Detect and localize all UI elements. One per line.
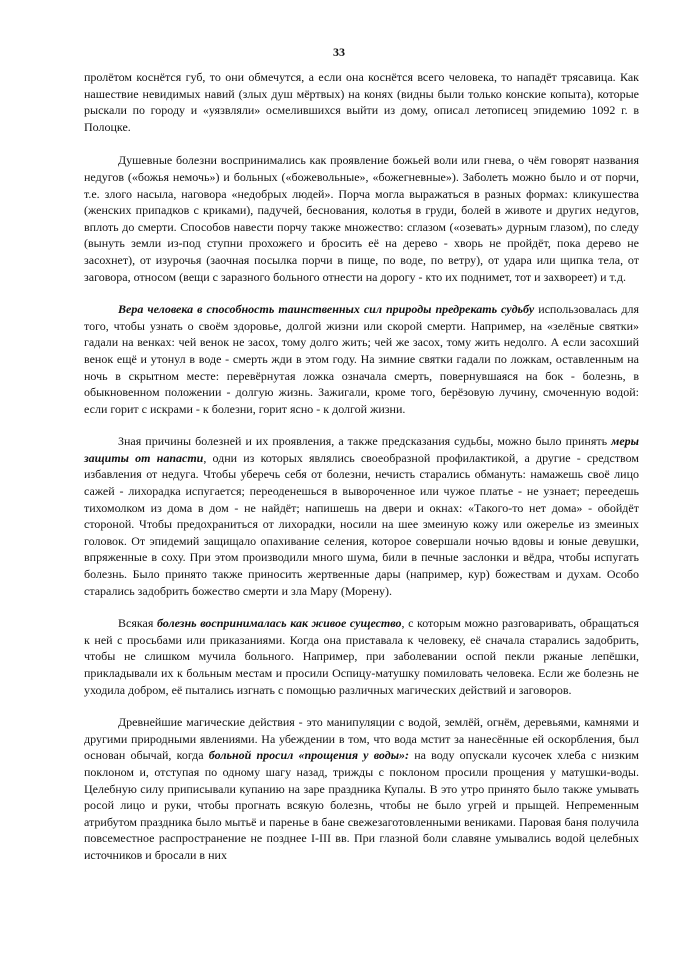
body-text xyxy=(84,69,639,880)
paragraph xyxy=(84,615,639,698)
paragraph xyxy=(84,433,639,599)
paragraph xyxy=(84,714,639,863)
paragraph xyxy=(84,152,639,285)
paragraph-text: Зная причины болезней и их проявления, а также предсказания судьбы, можно было принять xyxy=(118,434,612,449)
paragraph-text: пролётом коснётся губ, то они обмечутся, а если она коснётся всего человека, то нападёт трясавица. Как нашествие невидимых навий (злых душ мёртвых) на конях (видны были только конские копыта), которые рыскали по городу и «уязвляли» осмелившихся выйти из дому, описал летописец эпидемию 1092 г. в Полоцке. xyxy=(84,70,639,134)
paragraph xyxy=(84,69,639,135)
paragraph-text: , с которым можно разговаривать, обращаться к ней с просьбами или приказаниями. Когда она приставала к человеку, её сначала старались задобрить, чтобы не слишком мучила больного. Например, при заболевании оспой пекли ржаные лепёшки, прикладывали их к больным местам и просили Оспицу-матушку помиловать человека. Если же болезнь не уходила добром, её пытались изгнать с помощью различных магических действий и заговоров. xyxy=(84,616,640,697)
emphasis-text: меры защиты от напасти xyxy=(84,434,639,465)
paragraph-text: на воду опускали кусочек хлеба с низким поклоном и, отступая по одному шагу назад, трижды с поклоном просили прощения у матушки-воды. Целебную силу приписывали купанию на заре праздника Купалы. В это утро принято было также умывать росой лицо и руки, чтобы прогнать всякую болезнь, чтобы не было угрей и прыщей. Непременным атрибутом праздника было мытьё и паренье в бане свежезаготовленными вениками. Паровая баня получила повсеместное распространение не позднее I-III вв. При глазной боли славяне умывались водой целебных источников и бросали в них xyxy=(84,748,639,862)
emphasis-text: больной просил «прощения у воды»: xyxy=(208,748,410,763)
paragraph-text: Всякая xyxy=(118,616,157,631)
emphasis-text: болезнь воспринималась как живое существо xyxy=(156,616,402,631)
paragraph xyxy=(84,301,639,417)
page-number: 33 xyxy=(333,45,345,59)
paragraph-text: Душевные болезни воспринимались как проявление божьей воли или гнева, о чём говорят названия недугов («божья немочь») и больных («божевольные», «божегневные»). Заболеть можно было и от порчи, т.е. злого насыла, наговора «недобрых людей». Порча могла выражаться в разных формах: кликушества (женских припадков с криками), падучей, беснования, колотья в груди, болей в животе и других недугов, вплоть до смерти. Способов навести порчу также множество: сглазом («озевать» дурным глазом), по следу (вынуть земли из-под ступни прохожего и бросить её на дерево - хворь не пройдёт, пока дерево не засохнет), от изурочья (заочная посылка порчи в пище, по воде, по ветру), от удара или щипка тела, от заговора, относом (вещи с заразного больного отнести на дорогу - кто их поднимет, тот и захвореет) и т.д. xyxy=(84,153,639,284)
paragraph-text: , одни из которых являлись своеобразной профилактикой, а другие - средством избавления от недуга. Чтобы уберечь себя от болезни, нечисть старались обмануть: намажешь своё лицо сажей - лихорадка испугается; переоденешься в вывороченное или чужое платье - не узнает; переедешь тихомолком из дома в дом - не найдёт; напишешь на двери и окнах: «Такого-то нет дома» - обойдёт стороной. Чтобы предохраниться от лихорадки, носили на шее змеиную кожу или ожерелье из змеиных головок. От эпидемий защищало опахивание селения, которое совершали ночью вдовы и юные девушки, впряженные в соху. При этом производили много шума, били в печные заслонки и вёдра, чтобы испугать болезнь. Было принято также приносить жертвенные дары (например, кур) божествам и духам. Особо старались задобрить божество смерти и зла Мару (Морену). xyxy=(84,450,640,598)
paragraph-text: использовалась для того, чтобы узнать о своём здоровье, долгой жизни или скорой смерти. Например, на «зелёные святки» гадали на венках: чей венок не засох, тому долго жить; чей же засох, тому жить недолго. А если засохший венок ещё и утонул в воде - смерть жди в этом году. На зимние святки гадали по ложкам, оставленным на ночь в скрытном месте: перевёрнутая ложка означала смерть, повернувшаяся на бок - болезнь, в обыкновенном положении - долгую жизнь. Зажигали, кроме того, берёзовую лучину, смоченную водой: если горит с искрами - к болезни, горит ясно - к долгой жизни. xyxy=(84,302,639,416)
emphasis-text: Вера человека в способность таинственных сил природы предрекать судьбу xyxy=(118,302,535,317)
paragraph-text: Древнейшие магические действия - это манипуляции с водой, землёй, огнём, деревьями, камнями и другими природными явлениями. На убеждении в том, что вода мстит за нанесённые ей оскорбления, был основан обычай, когда xyxy=(84,715,639,763)
